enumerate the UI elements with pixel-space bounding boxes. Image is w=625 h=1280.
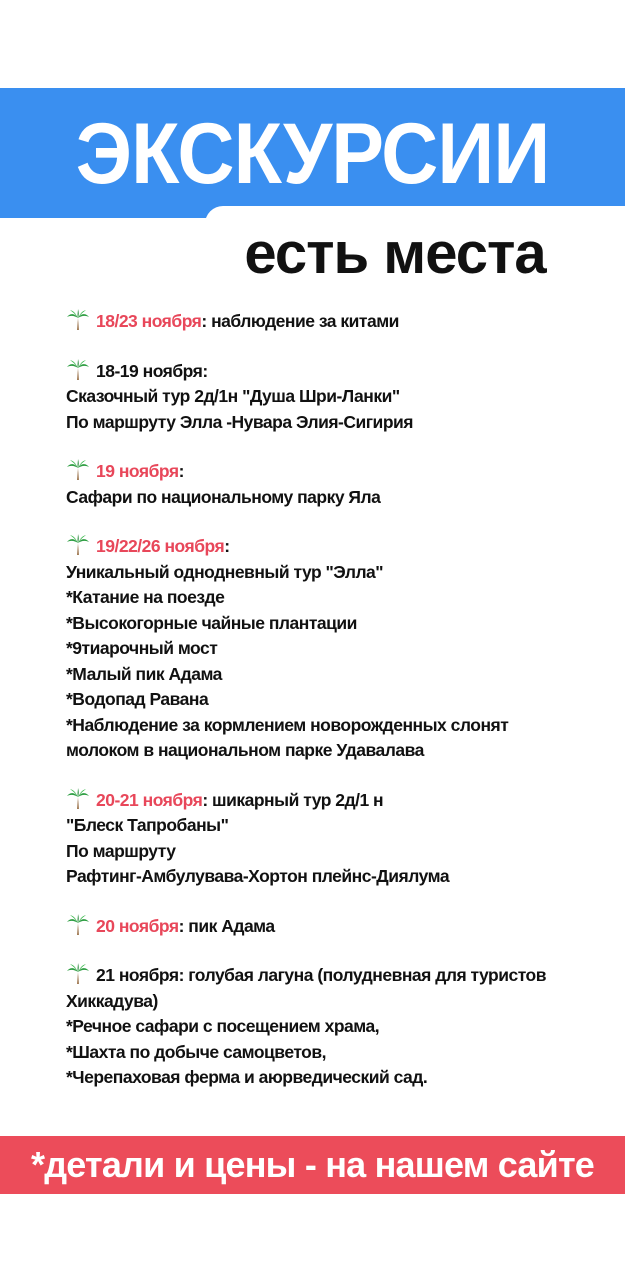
palm-tree-icon	[66, 309, 90, 331]
entry-line: молоком в национальном парке Удавалава	[66, 740, 424, 760]
entry-line: Сафари по национальному парку Яла	[66, 486, 381, 507]
excursion-entry	[66, 309, 622, 335]
entry-line: Рафтинг-Амбулувава-Хортон плейнс-Диялума	[66, 866, 450, 886]
entry-line: *Наблюдение за кормлением новорожденных слонят	[66, 714, 509, 735]
entry-description: : наблюдение за китами	[201, 311, 399, 331]
entry-line: Хиккадува)	[66, 990, 158, 1011]
entry-line: "Блеск Тапробаны"	[66, 815, 229, 835]
entry-date: 19 ноября	[96, 461, 179, 481]
entry-line: По маршруту Элла -Нувара Элия-Сигирия	[66, 411, 413, 432]
entry-line: Сказочный тур 2д/1н "Душа Шри-Ланки"	[66, 386, 400, 406]
palm-tree-icon	[66, 914, 90, 936]
entry-heading	[66, 459, 622, 485]
excursion-entry	[66, 788, 622, 890]
entry-heading	[66, 309, 622, 335]
entry-date: 18-19 ноября	[96, 360, 203, 381]
page-title: ЭКСКУРСИИ	[75, 106, 550, 202]
entry-heading	[66, 534, 622, 560]
entry-line: *Высокогорные чайные плантации	[66, 612, 357, 633]
entry-date: 20-21 ноября	[96, 789, 203, 810]
entry-line: *9тиарочный мост	[66, 638, 218, 658]
entry-line: *Катание на поезде	[66, 587, 225, 607]
entry-date: 20 ноября	[96, 915, 179, 936]
palm-tree-icon	[66, 788, 90, 810]
entry-line: *Речное сафари с посещением храма,	[66, 1016, 380, 1036]
palm-tree-icon	[66, 963, 90, 985]
entry-heading	[66, 359, 622, 385]
entry-line: По маршруту	[66, 840, 176, 861]
entry-date: 21 ноября	[96, 965, 179, 985]
entry-line: Уникальный однодневный тур "Элла"	[66, 561, 384, 582]
excursion-entry	[66, 459, 622, 510]
entry-description: :	[224, 536, 230, 556]
entry-description: : шикарный тур 2д/1 н	[202, 789, 384, 810]
excursion-entry	[66, 359, 622, 436]
palm-tree-icon	[66, 459, 90, 481]
excursion-list	[66, 309, 622, 1115]
palm-tree-icon	[66, 534, 90, 556]
entry-date: 19/22/26 ноября	[96, 536, 225, 556]
excursion-entry	[66, 534, 622, 764]
entry-heading	[66, 788, 622, 814]
palm-tree-icon	[66, 359, 90, 381]
entry-description: :	[178, 461, 184, 481]
entry-description: : голубая лагуна (полудневная для туристов	[178, 965, 546, 985]
excursion-entry	[66, 914, 622, 940]
entry-description: : пик Адама	[178, 915, 275, 936]
entry-line: *Малый пик Адама	[66, 663, 222, 684]
entry-heading	[66, 914, 622, 940]
entry-description: :	[202, 360, 208, 381]
subtitle: есть места	[244, 221, 546, 286]
entry-line: *Черепаховая ферма и аюрведический сад.	[66, 1067, 428, 1087]
excursion-entry	[66, 963, 622, 1091]
entry-heading	[66, 963, 622, 989]
entry-date: 18/23 ноября	[96, 311, 202, 331]
entry-line: *Водопад Равана	[66, 689, 209, 709]
entry-line: *Шахта по добыче самоцветов,	[66, 1041, 326, 1062]
footer-text: *детали и цены - на нашем сайте	[30, 1144, 594, 1185]
